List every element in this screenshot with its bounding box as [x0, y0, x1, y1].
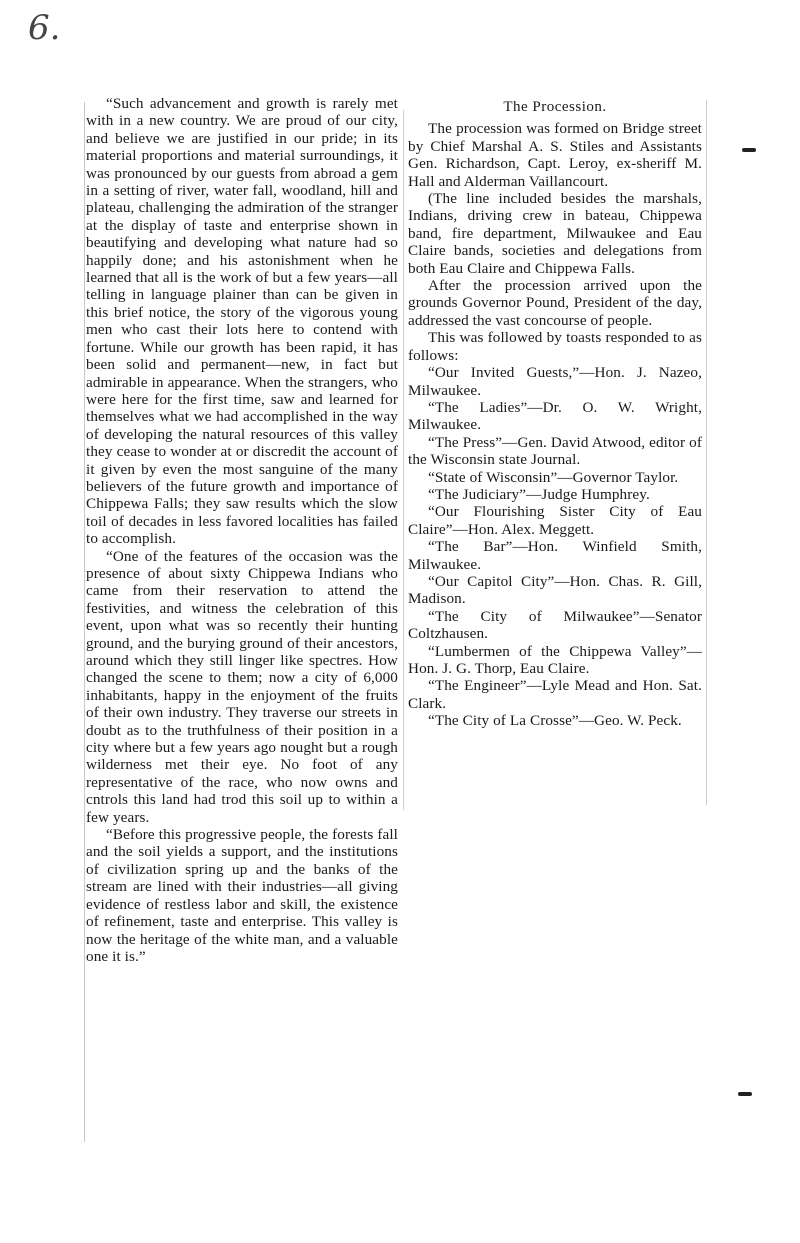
left-column — [86, 95, 398, 965]
toast-item: “Our Flourishing Sister City of Eau Claire”—Hon. Alex. Meggett. — [408, 503, 702, 538]
toast-item: “State of Wisconsin”—Governor Taylor. — [428, 468, 679, 486]
toast-item: “The Engineer”—Lyle Mead and Hon. Sat. Clark. — [408, 677, 702, 712]
toast-item: “The Bar”—Hon. Winfield Smith, Milwaukee. — [408, 538, 702, 573]
column-rule-middle — [403, 110, 404, 810]
column-rule-left — [84, 102, 85, 1142]
page-number: 6. — [28, 8, 61, 48]
toast-item: “The Judiciary”—Judge Humphrey. — [428, 485, 650, 503]
article-paragraph: “One of the features of the occasion was the presence of about sixty Chippewa Indians who came from their reservation to attend the festivities, and witness the celebration of this event, upon what was so recently their hunting ground, and the burying ground of their ancestors, around which they still linger like spectres. How changed the scene to them; now a city of 6,000 inhabitants, happy in the enjoyment of the fruits of their own industry. They traverse our streets in doubt as to the truthfulness of their position in a city where but a few years ago nought but a rough wilderness met their eye. No foot of any representative of the race, who now owns and cntrols this land had trod this soil up to within a few years. — [86, 547, 398, 826]
article-paragraph: “Such advancement and growth is rarely met with in a new country. We are proud of our city, and believe we are justified in our pride; in its material proportions and material surroundings, it was pronounced by our guests from abroad a gem in a setting of river, water fall, woodland, hill and plateau, challenging the admiration of the stranger at the display of taste and enterprise shown in beautifying and developing what nature had so happily done; and his astonishment when he learned that all is the work of but a few years—all telling in language plainer than can be given in this brief notice, the story of the vigorous young men who cast their lots here to contend with fortune. While our growth has been rapid, it has been solid and permanent—new, in fact but admirable in appearance. When the strangers, who were here for the first time, saw and learned for themselves what we had accomplished in the way of developing the natural resources of this valley they cease to wonder at or discredit the account of it given by even the most sanguine of the many believers of the future growth and importance of Chippewa Falls; they saw results which the slow toil of decades in less favored localities has failed to accomplish. — [86, 95, 398, 548]
article-paragraph: This was followed by toasts responded to as follows: — [408, 329, 702, 364]
column-rule-right — [706, 100, 707, 805]
toast-item: “The Ladies”—Dr. O. W. Wright, Milwaukee. — [408, 398, 702, 434]
article-paragraph: The procession was formed on Bridge street by Chief Marshal A. S. Stiles and Assistants Gen. Richardson, Capt. Leroy, ex-sheriff M. Hall and Alderman Vaillancourt. — [408, 120, 702, 190]
toast-item: “Lumbermen of the Chippewa Valley”—Hon. J. G. Thorp, Eau Claire. — [408, 642, 702, 677]
section-heading: The Procession. — [503, 99, 607, 115]
edge-mark-bottom — [738, 1092, 752, 1096]
edge-mark-top — [742, 148, 756, 152]
article-paragraph: After the procession arrived upon the grounds Governor Pound, President of the day, addressed the vast concourse of people. — [408, 277, 702, 329]
toast-item: “Our Invited Guests,”—Hon. J. Nazeo, Milwaukee. — [408, 364, 702, 399]
toast-item: “The City of Milwaukee”—Senator Coltzhausen. — [408, 607, 702, 643]
toast-item: “The Press”—Gen. David Atwood, editor of the Wisconsin state Journal. — [408, 433, 702, 469]
article-paragraph: “Before this progressive people, the forests fall and the soil yields a support, and the institutions of civilization spring up and the banks of the stream are lined with their industries—all giving evidence of restless labor and skill, the existence of refinement, taste and enterprise. This valley is now the heritage of the white man, and a valuable one it is.” — [86, 826, 398, 965]
toast-item: “Our Capitol City”—Hon. Chas. R. Gill, Madison. — [408, 572, 702, 608]
article-paragraph: (The line included besides the marshals, Indians, driving crew in bateau, Chippewa band, fire department, Milwaukee and Eau Claire bands, societies and delegations from both Eau Claire and Chippewa Falls. — [408, 190, 702, 277]
toast-item: “The City of La Crosse”—Geo. W. Peck. — [428, 712, 682, 730]
right-column — [408, 95, 702, 730]
